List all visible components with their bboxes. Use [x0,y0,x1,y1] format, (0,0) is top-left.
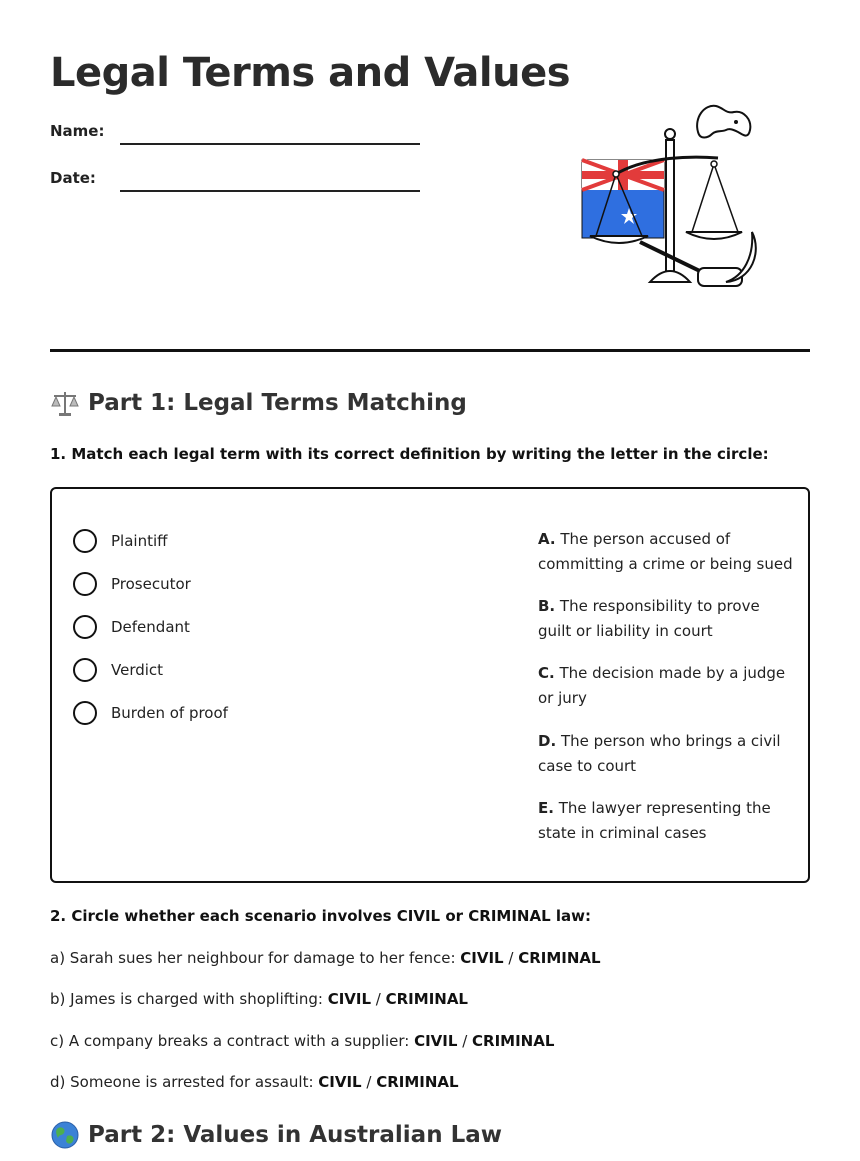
answer-circle[interactable] [73,529,97,553]
term-row [73,572,191,596]
answer-circle[interactable] [73,658,97,682]
part1-heading-text: Part 1: Legal Terms Matching [88,390,467,416]
scales-of-justice-illustration [576,100,766,295]
term-label: Verdict [111,661,164,679]
question-2: 2. Circle whether each scenario involves CIVIL or CRIMINAL law: [50,907,591,925]
scenario-item [50,990,468,1008]
date-field[interactable] [120,190,420,192]
definition-item [538,527,794,577]
term-label: Burden of proof [111,704,228,722]
scenario-item [50,1073,459,1091]
scenario-text: d) Someone is arrested for assault: [50,1073,319,1091]
civil-option[interactable]: CIVIL [414,1032,458,1050]
matching-box [50,487,810,883]
definition-text: The responsibility to prove guilt or liability in court [538,597,760,640]
criminal-option[interactable]: CRIMINAL [472,1032,555,1050]
part2-heading-text: Part 2: Values in Australian Law [88,1122,503,1148]
question-1: 1. Match each legal term with its correct definition by writing the letter in the circle: [50,445,769,463]
definition-letter: A. [538,530,556,548]
header-divider [50,349,810,352]
definition-item [538,796,794,846]
option-separator: / [371,990,386,1008]
criminal-option[interactable]: CRIMINAL [376,1073,459,1091]
term-label: Plaintiff [111,532,168,550]
criminal-option[interactable]: CRIMINAL [518,949,601,967]
term-label: Prosecutor [111,575,191,593]
part1-heading [50,388,467,418]
answer-circle[interactable] [73,615,97,639]
option-separator: / [457,1032,473,1050]
scenario-text: a) Sarah sues her neighbour for damage to her fence: [50,949,461,967]
date-label: Date: [50,169,96,187]
civil-option[interactable]: CIVIL [460,949,504,967]
option-separator: / [503,949,519,967]
term-row [73,615,190,639]
definition-letter: C. [538,664,555,682]
page-title: Legal Terms and Values [50,50,571,96]
scenario-text: c) A company breaks a contract with a supplier: [50,1032,415,1050]
definition-letter: D. [538,732,557,750]
definition-item [538,594,794,644]
option-separator: / [361,1073,377,1091]
definition-letter: B. [538,597,556,615]
name-label: Name: [50,122,105,140]
civil-option[interactable]: CIVIL [327,990,372,1008]
criminal-option[interactable]: CRIMINAL [385,990,468,1008]
globe-icon [50,1120,80,1150]
term-row [73,701,228,725]
definition-item [538,661,794,711]
scales-icon [50,388,80,418]
scenario-text: b) James is charged with shoplifting: [50,990,328,1008]
definition-text: The lawyer representing the state in criminal cases [538,799,771,842]
definition-text: The person who brings a civil case to court [538,732,781,775]
name-field[interactable] [120,143,420,145]
term-row [73,529,167,553]
definition-text: The decision made by a judge or jury [538,664,786,707]
scenario-item [50,949,601,967]
civil-option[interactable]: CIVIL [318,1073,362,1091]
answer-circle[interactable] [73,701,97,725]
answer-circle[interactable] [73,572,97,596]
definition-text: The person accused of committing a crime or being sued [538,530,793,573]
term-label: Defendant [111,618,190,636]
definition-item [538,729,794,779]
part2-heading [50,1120,502,1150]
scenario-item [50,1032,554,1050]
term-row [73,658,163,682]
definition-letter: E. [538,799,554,817]
